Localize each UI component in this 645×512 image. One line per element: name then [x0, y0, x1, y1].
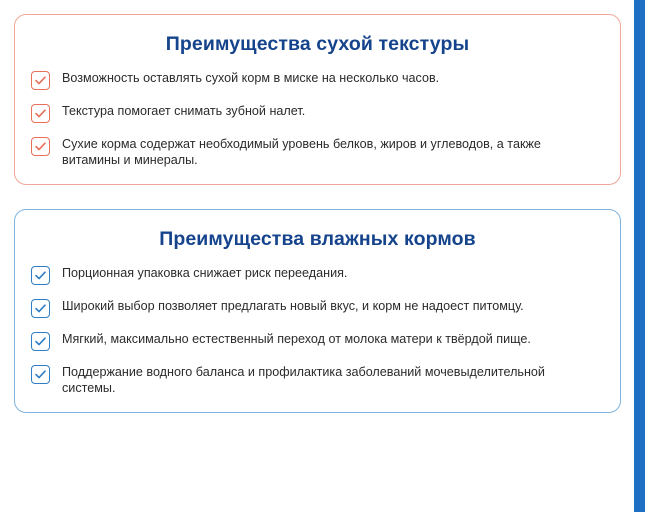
list-item	[31, 136, 604, 168]
list-item-text: Порционная упаковка снижает риск переедания.	[62, 266, 348, 280]
list-item-text: Сухие корма содержат необходимый уровень белков, жиров и углеводов, а также витамины и минералы.	[62, 137, 541, 167]
list-item-text: Текстура помогает снимать зубной налет.	[62, 104, 306, 118]
list-item-text: Широкий выбор позволяет предлагать новый вкус, и корм не надоест питомцу.	[62, 299, 524, 313]
right-blue-rail	[634, 0, 645, 512]
list-item-text: Возможность оставлять сухой корм в миске на несколько часов.	[62, 71, 440, 85]
checkmark-icon	[31, 299, 50, 318]
checkmark-icon	[31, 137, 50, 156]
list-item	[31, 364, 604, 396]
wet-food-title: Преимущества влажных кормов	[159, 228, 476, 250]
list-item	[31, 103, 604, 123]
list-item	[31, 265, 604, 285]
list-item	[31, 331, 604, 351]
list-item	[31, 70, 604, 90]
wet-food-benefits-card	[14, 209, 621, 413]
list-item	[31, 298, 604, 318]
dry-food-title: Преимущества сухой текстуры	[165, 33, 470, 55]
list-item-text: Мягкий, максимально естественный переход от молока матери к твёрдой пище.	[62, 332, 531, 346]
checkmark-icon	[31, 104, 50, 123]
checkmark-icon	[31, 365, 50, 384]
list-item-text: Поддержание водного баланса и профилактика заболеваний мочевыделительной системы.	[62, 365, 545, 395]
checkmark-icon	[31, 332, 50, 351]
checkmark-icon	[31, 71, 50, 90]
checkmark-icon	[31, 266, 50, 285]
dry-food-benefits-card	[14, 14, 621, 185]
